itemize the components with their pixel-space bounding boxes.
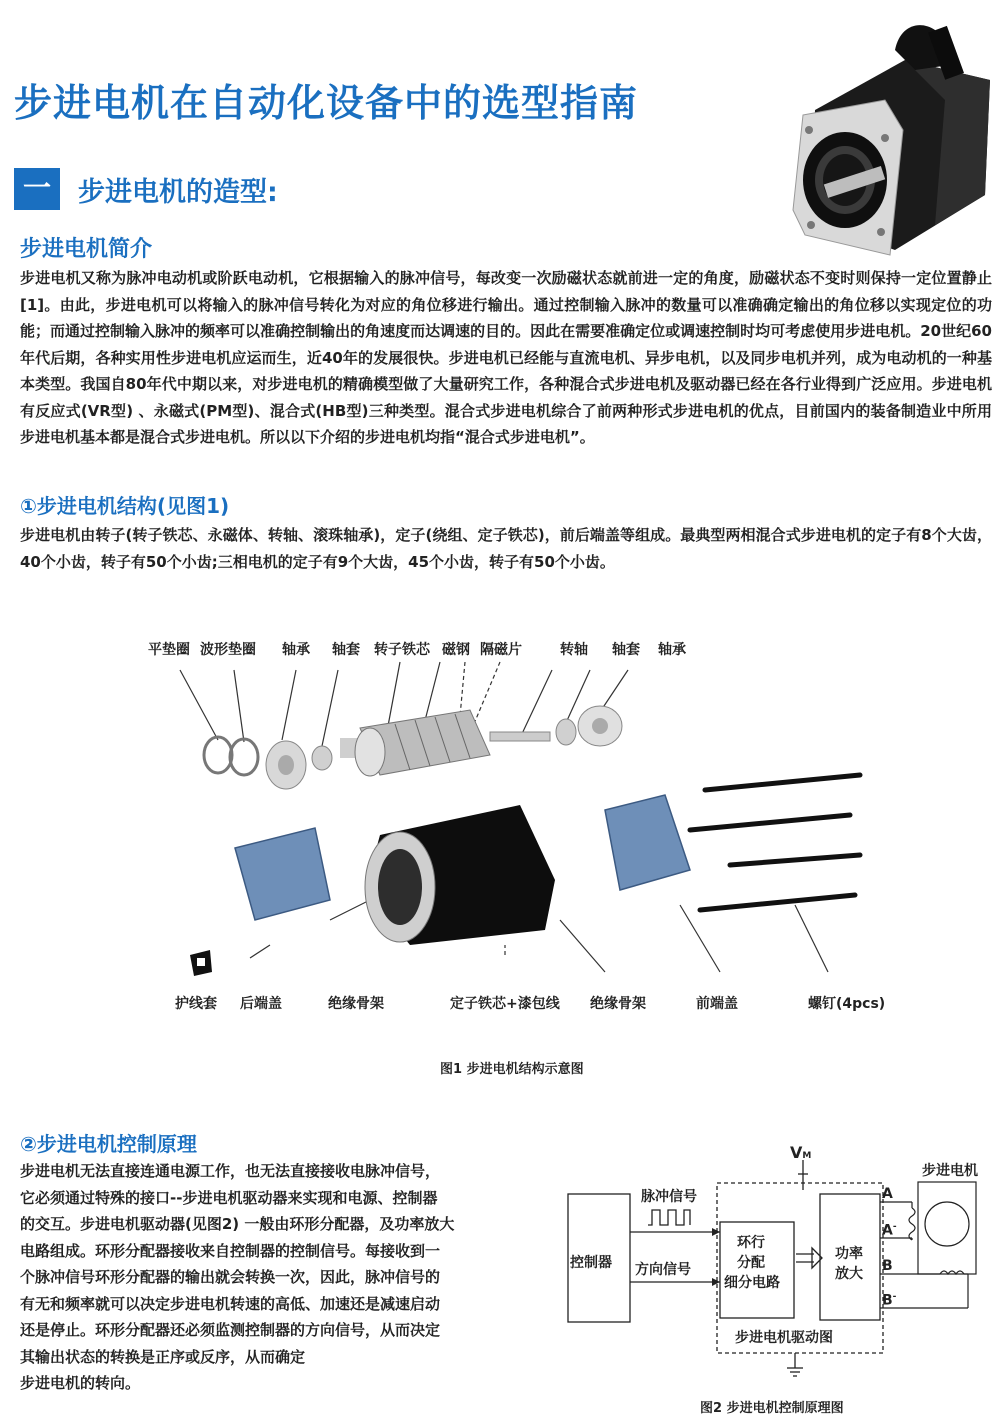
amp-label-1: 功率 [835,1246,863,1262]
phase-b-label: B [882,1258,893,1274]
control-line: 步进电机的转向。 [20,1374,141,1392]
label-bearing-2: 轴承 [658,642,686,658]
control-line: 电路组成。环形分配器接收来自控制器的控制信号。每接收到一 [20,1241,441,1260]
label-insulation-frame: 绝缘骨架 [328,996,384,1012]
control-line: 还是停止。环形分配器还必须监测控制器的方向信号，从而决定 [20,1321,441,1339]
label-shaft: 转轴 [560,642,588,658]
control-line: 个脉冲信号环形分配器的输出就会转换一次，因此，脉冲信号的 [20,1268,441,1286]
amp-label-2: 放大 [835,1266,863,1282]
exploded-motor-diagram [0,600,1000,1020]
structure-heading: ①步进电机结构(见图1) [20,494,230,518]
phase-a-label: A [882,1186,893,1202]
controller-label: 控制器 [570,1255,612,1271]
vm-symbol: V [790,1143,803,1162]
phase-a-bar-mark: - [892,1222,897,1232]
pulse-signal-label: 脉冲信号 [641,1189,697,1205]
label-insulation-frame-2: 绝缘骨架 [590,996,646,1012]
phase-b-bar-label [882,1292,896,1309]
label-wire-guard: 护线套 [175,996,217,1012]
control-line: 步进电机无法直接连通电源工作，也无法直接接收电脉冲信号， [20,1162,441,1180]
label-sleeve: 轴套 [332,642,360,658]
figure2-caption: 图2 步进电机控制原理图 [700,1401,844,1416]
control-line: 有无和频率就可以决定步进电机转速的高低、加速还是减速启动 [20,1294,441,1313]
label-screws: 螺钉(4pcs) [808,996,886,1012]
label-rear-cover: 后端盖 [240,996,282,1012]
phase-b-bar-letter: B [882,1292,893,1309]
structure-paragraph: 步进电机由转子(转子铁芯、永磁体、转轴、滚珠轴承)，定子(绕组、定子铁芯)，前后端盖等组成。最典型两相混合式步进电机的定子有8个大齿，40个小齿，转子有50个小齿;三相电机的定子有9个大齿，45个小齿，转子有50个小齿。 [20,526,992,571]
phase-a-bar-label [882,1222,897,1239]
intro-heading: 步进电机简介 [20,237,153,262]
phase-a-bar-letter: A [882,1222,893,1239]
ring-label-2: 分配 [737,1255,765,1271]
vm-subscript: M [802,1151,812,1161]
label-spacer: 隔磁片 [480,642,522,658]
vm-label [790,1143,811,1162]
figure1-caption: 图1 步进电机结构示意图 [440,1062,584,1077]
control-line: 的交互。步进电机驱动器(见图2) 一般由环形分配器，及功率放大 [20,1215,455,1233]
label-rotor-core: 转子铁芯 [374,642,430,658]
label-bearing: 轴承 [282,642,310,658]
ring-label-1: 环行 [737,1235,765,1251]
section-number: 一 [14,168,60,210]
control-paragraph [20,1158,540,1397]
control-line: 它必须通过特殊的接口--步进电机驱动器来实现和电源、控制器 [20,1188,438,1207]
control-line: 其输出状态的转换是正序或反序，从而确定 [20,1347,306,1366]
label-flat-washer: 平垫圈 [148,642,190,658]
ring-label-3: 细分电路 [724,1275,780,1291]
section-title: 步进电机的造型: [78,177,278,208]
label-magnet: 磁钢 [442,642,470,658]
label-wave-washer: 波形垫圈 [200,642,256,658]
driver-label: 步进电机驱动图 [735,1330,833,1346]
page-title: 步进电机在自动化设备中的选型指南 [14,81,639,125]
motor-photo [785,20,1000,260]
intro-paragraph: 步进电机又称为脉冲电动机或阶跃电动机，它根据输入的脉冲信号，每改变一次励磁状态就前进一定的角度，励磁状态不变时则保持一定位置静止[1]。由此，步进电机可以将输入的脉冲信号转化为对应的角位移进行输出。通过控制输入脉冲的数量可以准确确定输出的角位移以实现定位的功能；而通过控制输入脉冲的频率可以准确控制输出的角速度而达调速的目的。因此在需要准确定位或调速控制时均可考虑使用步进电机。20世纪60年代后期，各种实用性步进电机应运而生，近40年的发展很快。步进电机已经能与直流电机、异步电机，以及同步电机并列，成为电动机的一种基本类型。我国自80年代中期以来，对步进电机的精确模型做了大量研究工作，各种混合式步进电机及驱动器已经在各行业得到广泛应用。步进电机有反应式(VR型) 、永磁式(PM型)、混合式(HB型)三种类型。混合式步进电机综合了前两种形式步进电机的优点，目前国内的装备制造业中所用步进电机基本都是混合式步进电机。所以以下介绍的步进电机均指“混合式步进电机”。 [20,269,992,446]
direction-signal-label: 方向信号 [635,1262,691,1278]
control-heading: ②步进电机控制原理 [20,1132,197,1156]
label-sleeve-2: 轴套 [612,642,640,658]
label-front-cover: 前端盖 [696,996,738,1012]
label-stator-core: 定子铁芯+漆包线 [450,996,560,1012]
motor-label: 步进电机 [922,1163,978,1179]
phase-b-bar-mark: - [892,1292,897,1302]
